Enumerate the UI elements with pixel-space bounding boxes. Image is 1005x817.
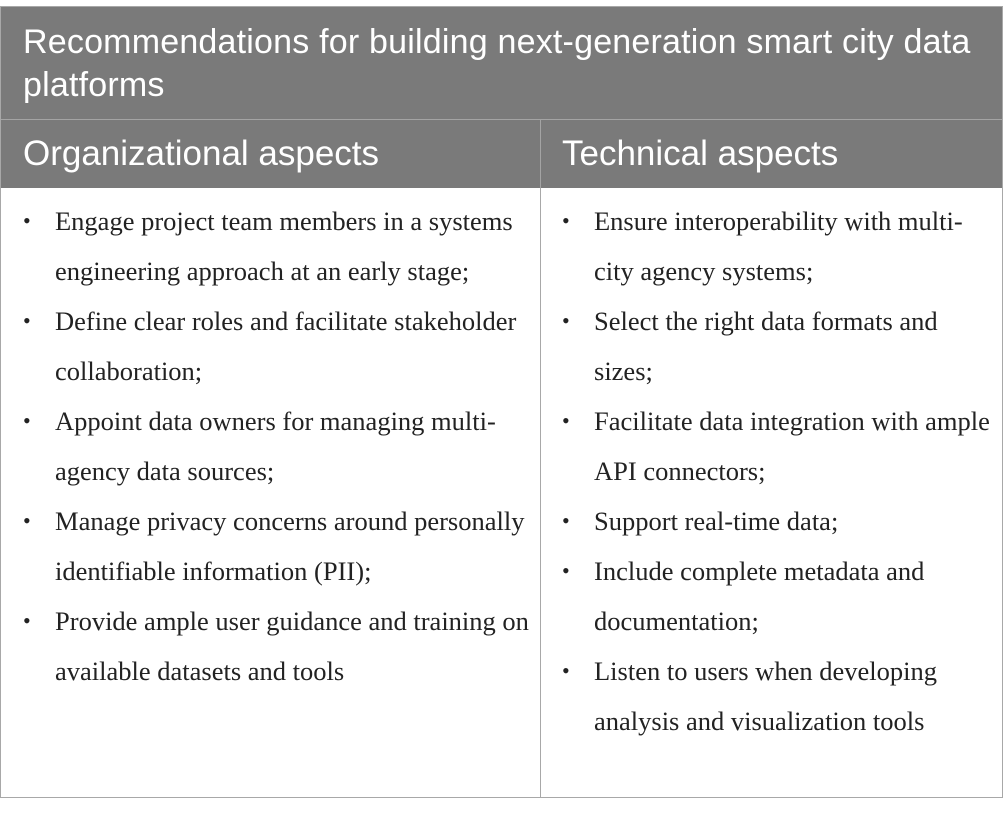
- bullet-icon: •: [23, 408, 31, 433]
- header-divider: [540, 120, 541, 188]
- recommendations-table: [0, 6, 1003, 798]
- list-item-text: Ensure interoperability with multi-city agency systems;: [594, 206, 963, 286]
- table-title: Recommendations for building next-generation smart city data platforms: [1, 7, 1002, 119]
- list-item: [558, 646, 998, 746]
- list-item-text: Facilitate data integration with ample API connectors;: [594, 406, 990, 486]
- list-item-text: Appoint data owners for managing multi-agency data sources;: [55, 406, 496, 486]
- list-item: [558, 296, 998, 396]
- list-item: [558, 496, 998, 546]
- bullet-icon: •: [562, 508, 570, 533]
- column-header-organizational: Organizational aspects: [23, 134, 380, 173]
- list-item-text: Provide ample user guidance and training on available datasets and tools: [55, 606, 529, 686]
- bullet-icon: •: [23, 208, 31, 233]
- bullet-icon: •: [562, 208, 570, 233]
- bullet-icon: •: [562, 408, 570, 433]
- list-item-text: Select the right data formats and sizes;: [594, 306, 938, 386]
- list-item-text: Manage privacy concerns around personally identifiable information (PII);: [55, 506, 525, 586]
- list-item: [19, 196, 529, 296]
- list-item-text: Define clear roles and facilitate stakeholder collaboration;: [55, 306, 517, 386]
- list-item-text: Engage project team members in a systems engineering approach at an early stage;: [55, 206, 513, 286]
- bullet-icon: •: [23, 608, 31, 633]
- bullet-icon: •: [562, 308, 570, 333]
- technical-list: [558, 188, 998, 746]
- list-item-text: Support real-time data;: [594, 506, 839, 536]
- list-item: [19, 396, 529, 496]
- list-item: [558, 546, 998, 646]
- bullet-icon: •: [562, 658, 570, 683]
- column-header-technical: Technical aspects: [562, 134, 839, 173]
- list-item: [558, 396, 998, 496]
- bullet-icon: •: [23, 308, 31, 333]
- bullet-icon: •: [562, 558, 570, 583]
- list-item: [19, 596, 529, 696]
- column-divider: [540, 188, 541, 797]
- list-item: [19, 496, 529, 596]
- bullet-icon: •: [23, 508, 31, 533]
- table-header-row: [1, 119, 1002, 188]
- list-item: [558, 196, 998, 296]
- list-item-text: Include complete metadata and documentation;: [594, 556, 925, 636]
- organizational-list: [19, 188, 529, 696]
- list-item-text: Listen to users when developing analysis and visualization tools: [594, 656, 937, 736]
- list-item: [19, 296, 529, 396]
